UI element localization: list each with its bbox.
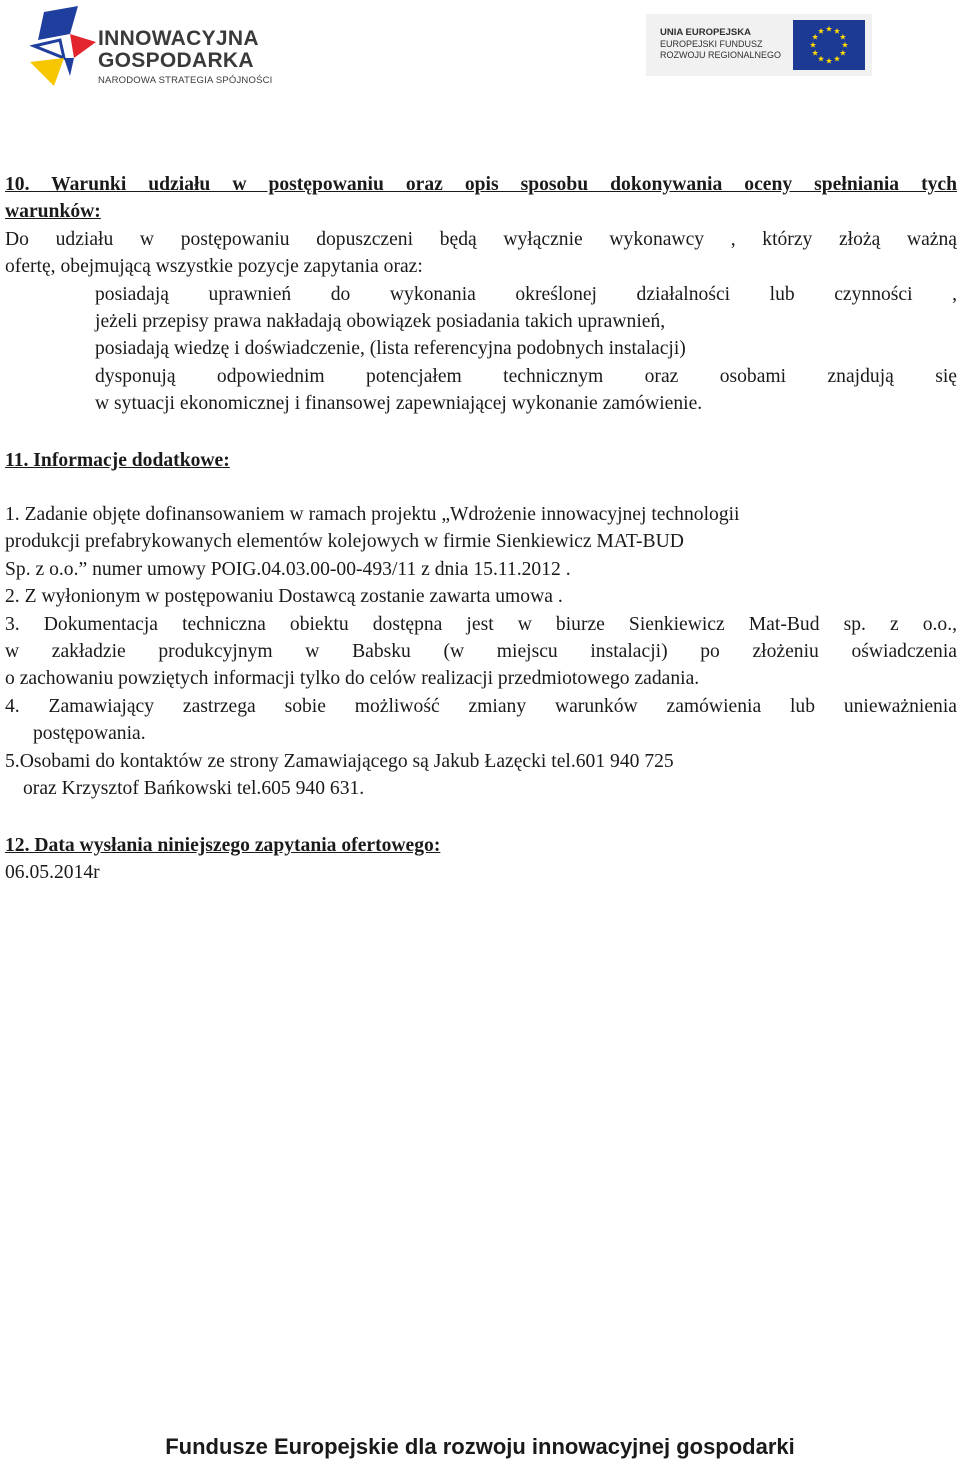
info-line: 3. Dokumentacja techniczna obiektu dostępna jest w biurze Sienkiewicz Mat-Bud sp. z o.o.,	[5, 613, 957, 635]
info-line: postępowania.	[33, 723, 146, 745]
section-10	[5, 171, 957, 418]
eu-flag-icon	[793, 20, 865, 70]
condition-item: w sytuacji ekonomicznej i finansowej zapewniającej wykonanie zamówienie.	[95, 393, 703, 415]
section-12-heading: 12. Data wysłania niniejszego zapytania ofertowego:	[5, 835, 441, 856]
innowacyjna-gospodarka-wordmark	[98, 28, 273, 88]
logo-line-3: NARODOWA STRATEGIA SPÓJNOŚCI	[98, 75, 273, 86]
condition-item: dysponują odpowiednim potencjałem technicznym oraz osobami znajdują się	[95, 365, 957, 387]
innowacyjna-gospodarka-emblem-icon	[30, 6, 96, 92]
section-12	[5, 832, 957, 887]
info-line: Sp. z o.o.” numer umowy POIG.04.03.00-00-493/11 z dnia 15.11.2012 .	[5, 558, 571, 580]
eu-logo	[646, 14, 872, 76]
info-line: 5.Osobami do kontaktów ze strony Zamawiającego są Jakub Łazęcki tel.601 940 725	[5, 750, 674, 772]
condition-item: posiadają wiedzę i doświadczenie, (lista referencyjna podobnych instalacji)	[95, 338, 686, 360]
section-10-intro-line-1: Do udziału w postępowaniu dopuszczeni będą wyłącznie wykonawcy , którzy złożą ważną	[5, 228, 957, 250]
info-line: 1. Zadanie objęte dofinansowaniem w ramach projektu „Wdrożenie innowacyjnej technologii	[5, 504, 740, 525]
info-line: 4. Zamawiający zastrzega sobie możliwość zmiany warunków zamówienia lub unieważnienia	[5, 695, 957, 717]
eu-star-icon	[810, 42, 816, 48]
eu-star-icon	[812, 34, 818, 40]
section-11-heading: 11. Informacje dodatkowe:	[5, 450, 230, 471]
info-line: oraz Krzysztof Bańkowski tel.605 940 631.	[23, 777, 365, 799]
eu-star-icon	[842, 42, 848, 48]
info-line: o zachowaniu powziętych informacji tylko do celów realizacji przedmiotowego zadania.	[5, 668, 700, 690]
eu-star-icon	[818, 28, 824, 34]
eu-star-icon	[840, 50, 846, 56]
eu-wordmark	[660, 27, 781, 61]
info-line: produkcji prefabrykowanych elementów kolejowych w firmie Sienkiewicz MAT-BUD	[5, 531, 684, 553]
eu-star-icon	[834, 56, 840, 62]
info-line: 2. Z wyłonionym w postępowaniu Dostawcą zostanie zawarta umowa .	[5, 586, 563, 608]
section-11-heading-block	[5, 447, 957, 474]
section-10-heading-line-2: warunków:	[5, 201, 101, 223]
condition-item: posiadają uprawnień do wykonania określonej działalności lub czynności ,	[95, 283, 957, 305]
eu-line-1: UNIA EUROPEJSKA	[660, 27, 751, 38]
eu-line-3: ROZWOJU REGIONALNEGO	[660, 50, 782, 60]
section-10-intro-line-2: ofertę, obejmującą wszystkie pozycje zapytania oraz:	[5, 256, 423, 278]
eu-line-2: EUROPEJSKI FUNDUSZ	[660, 39, 763, 49]
eu-star-icon	[818, 56, 824, 62]
eu-star-icon	[834, 28, 840, 34]
section-11	[5, 501, 957, 802]
logo-line-1: INNOWACYJNA	[98, 27, 259, 50]
eu-star-icon	[826, 26, 832, 32]
eu-star-icon	[840, 34, 846, 40]
section-12-date: 06.05.2014r	[5, 862, 100, 884]
info-line: w zakładzie produkcyjnym w Babsku (w miejscu instalacji) po złożeniu oświadczenia	[5, 640, 957, 662]
page-footer: Fundusze Europejskie dla rozwoju innowacyjnej gospodarki	[165, 1434, 795, 1459]
eu-star-icon	[812, 50, 818, 56]
section-10-heading-line-1: 10. Warunki udziału w postępowaniu oraz opis sposobu dokonywania oceny spełniania tych	[5, 174, 957, 195]
condition-item: jeżeli przepisy prawa nakładają obowiązek posiadania takich uprawnień,	[95, 310, 666, 332]
innowacyjna-gospodarka-logo	[30, 6, 290, 92]
logo-line-2: GOSPODARKA	[98, 49, 254, 72]
eu-star-icon	[826, 58, 832, 64]
